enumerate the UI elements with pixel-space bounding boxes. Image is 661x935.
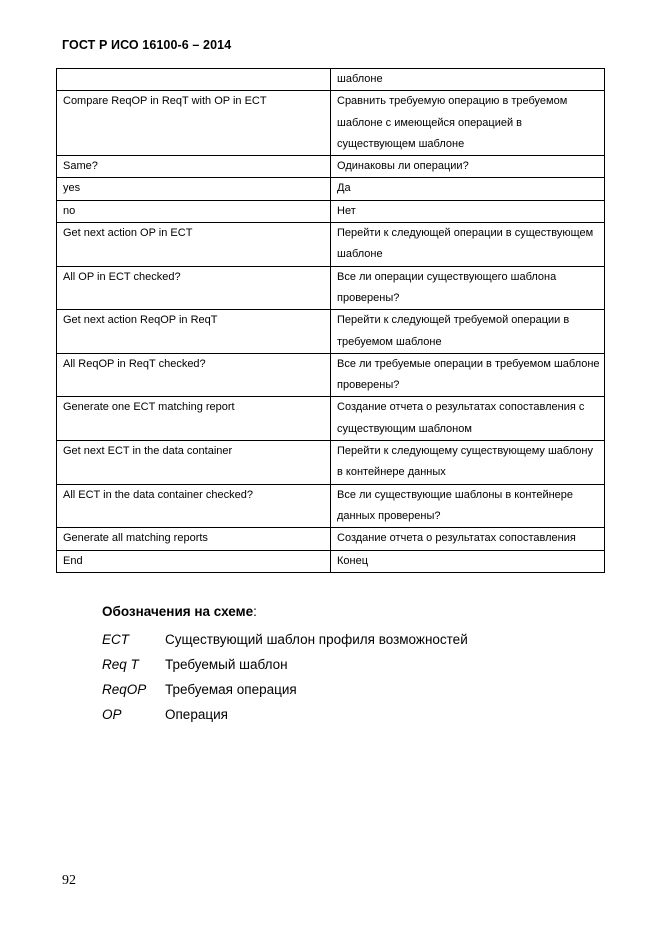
legend-abbr: OP bbox=[102, 707, 122, 722]
term-ru: Перейти к следующему существующему шаблону в контейнере данных bbox=[331, 441, 605, 485]
table-row bbox=[57, 353, 605, 397]
table-row bbox=[57, 156, 605, 178]
table-row bbox=[57, 397, 605, 441]
table-row bbox=[57, 310, 605, 354]
term-ru: Перейти к следующей требуемой операции в требуемом шаблоне bbox=[331, 310, 605, 354]
term-en bbox=[57, 69, 331, 91]
table-row bbox=[57, 550, 605, 572]
term-en: yes bbox=[57, 178, 331, 200]
page-number: 92 bbox=[62, 873, 76, 888]
legend-title-text: Обозначения на схеме bbox=[102, 604, 254, 619]
legend-item bbox=[102, 677, 468, 702]
term-en: Generate all matching reports bbox=[57, 528, 331, 550]
term-ru: Одинаковы ли операции? bbox=[331, 156, 605, 178]
term-ru: Все ли требуемые операции в требуемом шаблоне проверены? bbox=[331, 353, 605, 397]
term-en: Same? bbox=[57, 156, 331, 178]
legend-abbr: ReqOP bbox=[102, 682, 147, 697]
term-ru: Сравнить требуемую операцию в требуемом шаблоне с имеющейся операцией в существующем шаблоне bbox=[331, 91, 605, 156]
term-en: Get next action OP in ECT bbox=[57, 223, 331, 267]
term-ru: Все ли существующие шаблоны в контейнере данных проверены? bbox=[331, 484, 605, 528]
term-en: All ReqOP in ReqT checked? bbox=[57, 353, 331, 397]
legend-text: Требуемая операция bbox=[165, 682, 297, 697]
legend-item bbox=[102, 627, 468, 652]
legend-abbr: ECT bbox=[102, 632, 129, 647]
table-row bbox=[57, 484, 605, 528]
term-en: All OP in ECT checked? bbox=[57, 266, 331, 310]
table-row bbox=[57, 200, 605, 222]
legend-text: Существующий шаблон профиля возможностей bbox=[165, 632, 468, 647]
term-en: End bbox=[57, 550, 331, 572]
term-ru: Да bbox=[331, 178, 605, 200]
legend-text: Требуемый шаблон bbox=[165, 657, 288, 672]
table-row bbox=[57, 223, 605, 267]
term-ru: шаблоне bbox=[331, 69, 605, 91]
legend-text: Операция bbox=[165, 707, 228, 722]
table-row bbox=[57, 528, 605, 550]
table-row bbox=[57, 266, 605, 310]
legend-title bbox=[102, 604, 468, 619]
legend-abbr: Req T bbox=[102, 657, 139, 672]
term-ru: Создание отчета о результатах сопоставления bbox=[331, 528, 605, 550]
term-ru: Перейти к следующей операции в существующем шаблоне bbox=[331, 223, 605, 267]
table-row bbox=[57, 91, 605, 156]
legend-item bbox=[102, 702, 468, 727]
terms-table bbox=[56, 68, 605, 573]
legend-title-colon: : bbox=[253, 604, 257, 619]
term-ru: Все ли операции существующего шаблона проверены? bbox=[331, 266, 605, 310]
term-ru: Нет bbox=[331, 200, 605, 222]
term-en: Compare ReqOP in ReqT with OP in ECT bbox=[57, 91, 331, 156]
term-en: Generate one ECT matching report bbox=[57, 397, 331, 441]
document-header: ГОСТ Р ИСО 16100-6 – 2014 bbox=[62, 38, 232, 52]
legend bbox=[102, 604, 468, 727]
term-en: Get next ECT in the data container bbox=[57, 441, 331, 485]
legend-item bbox=[102, 652, 468, 677]
term-en: Get next action ReqOP in ReqT bbox=[57, 310, 331, 354]
table-row bbox=[57, 441, 605, 485]
term-en: All ECT in the data container checked? bbox=[57, 484, 331, 528]
term-en: no bbox=[57, 200, 331, 222]
term-ru: Создание отчета о результатах сопоставления с существующим шаблоном bbox=[331, 397, 605, 441]
table-row bbox=[57, 178, 605, 200]
term-ru: Конец bbox=[331, 550, 605, 572]
table-row bbox=[57, 69, 605, 91]
